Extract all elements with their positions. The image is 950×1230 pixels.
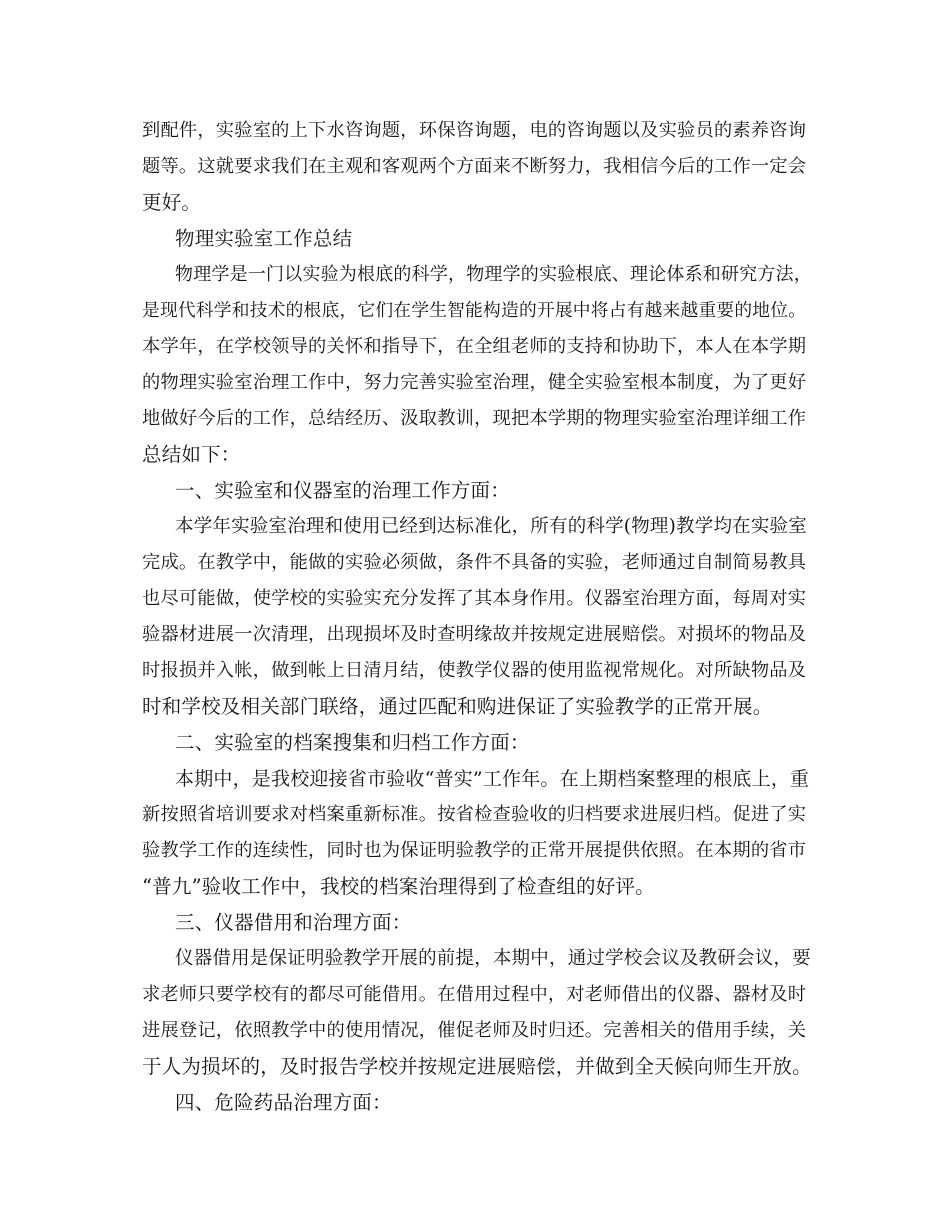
section-heading: 物理实验室工作总结 (175, 227, 353, 250)
section-heading: 一、实验室和仪器室的治理工作方面： (175, 479, 510, 502)
text-line: “普九”验收工作中，我校的档案治理得到了检查组的好评。 (142, 875, 655, 898)
section-heading: 三、仪器借用和治理方面： (175, 911, 412, 934)
text-line: 时报损并入帐，做到帐上日清月结，使教学仪器的使用监视常规化。对所缺物品及 (142, 660, 807, 681)
text-line: 本学年实验室治理和使用已经到达标准化，所有的科学(物理)教学均在实验室 (175, 516, 807, 537)
text-line: 本学年，在学校领导的关怀和指导下，在全组老师的支持和协助下，本人在本学期 (142, 336, 807, 357)
text-line: 也尽可能做，使学校的实验实充分发挥了其本身作用。仪器室治理方面，每周对实 (142, 588, 807, 609)
text-line: 新按照省培训要求对档案重新标准。按省检查验收的归档要求进展归档。促进了实 (142, 804, 807, 825)
text-line: 于人为损坏的，及时报告学校并按规定进展赔偿，并做到全天候向师生开放。 (142, 1055, 812, 1078)
section-heading: 二、实验室的档案搜集和归档工作方面： (175, 731, 530, 754)
text-line: 进展登记，依照教学中的使用情况，催促老师及时归还。完善相关的借用手续，关 (142, 1020, 807, 1041)
text-line: 总结如下： (142, 443, 241, 466)
text-line: 本期中，是我校迎接省市验收“普实”工作年。在上期档案整理的根底上，重 (175, 768, 810, 790)
text-line: 到配件，实验室的上下水咨询题，环保咨询题，电的咨询题以及实验员的素养咨询 (142, 120, 807, 141)
text-line: 完成。在教学中，能做的实验必须做，条件不具备的实验，老师通过自制简易教具 (142, 552, 807, 573)
text-line: 物理学是一门以实验为根底的科学，物理学的实验根底、理论体系和研究方法， (175, 264, 812, 285)
text-line: 的物理实验室治理工作中，努力完善实验室治理，健全实验室根本制度，为了更好 (142, 372, 807, 393)
section-heading: 四、危险药品治理方面： (175, 1091, 392, 1114)
text-line: 题等。这就要求我们在主观和客观两个方面来不断努力，我相信今后的工作一定会 (142, 156, 807, 177)
text-line: 仪器借用是保证明验教学开展的前提，本期中，通过学校会议及教研会议，要 (175, 948, 811, 969)
text-line: 地做好今后的工作，总结经历、汲取教训，现把本学期的物理实验室治理详细工作 (142, 408, 807, 429)
text-line: 时和学校及相关部门联络，通过匹配和购进保证了实验教学的正常开展。 (142, 695, 773, 718)
text-line: 求老师只要学校有的都尽可能借用。在借用过程中，对老师借出的仪器、器材及时 (142, 984, 807, 1005)
text-line: 是现代科学和技术的根底，它们在学生智能构造的开展中将占有越来越重要的地位。 (142, 301, 807, 321)
text-line: 更好。 (142, 191, 202, 214)
text-line: 验器材进展一次清理，出现损坏及时查明缘故并按规定进展赔偿。对损坏的物品及 (142, 624, 807, 645)
text-line: 验教学工作的连续性，同时也为保证明验教学的正常开展提供依照。在本期的省市 (142, 840, 807, 861)
